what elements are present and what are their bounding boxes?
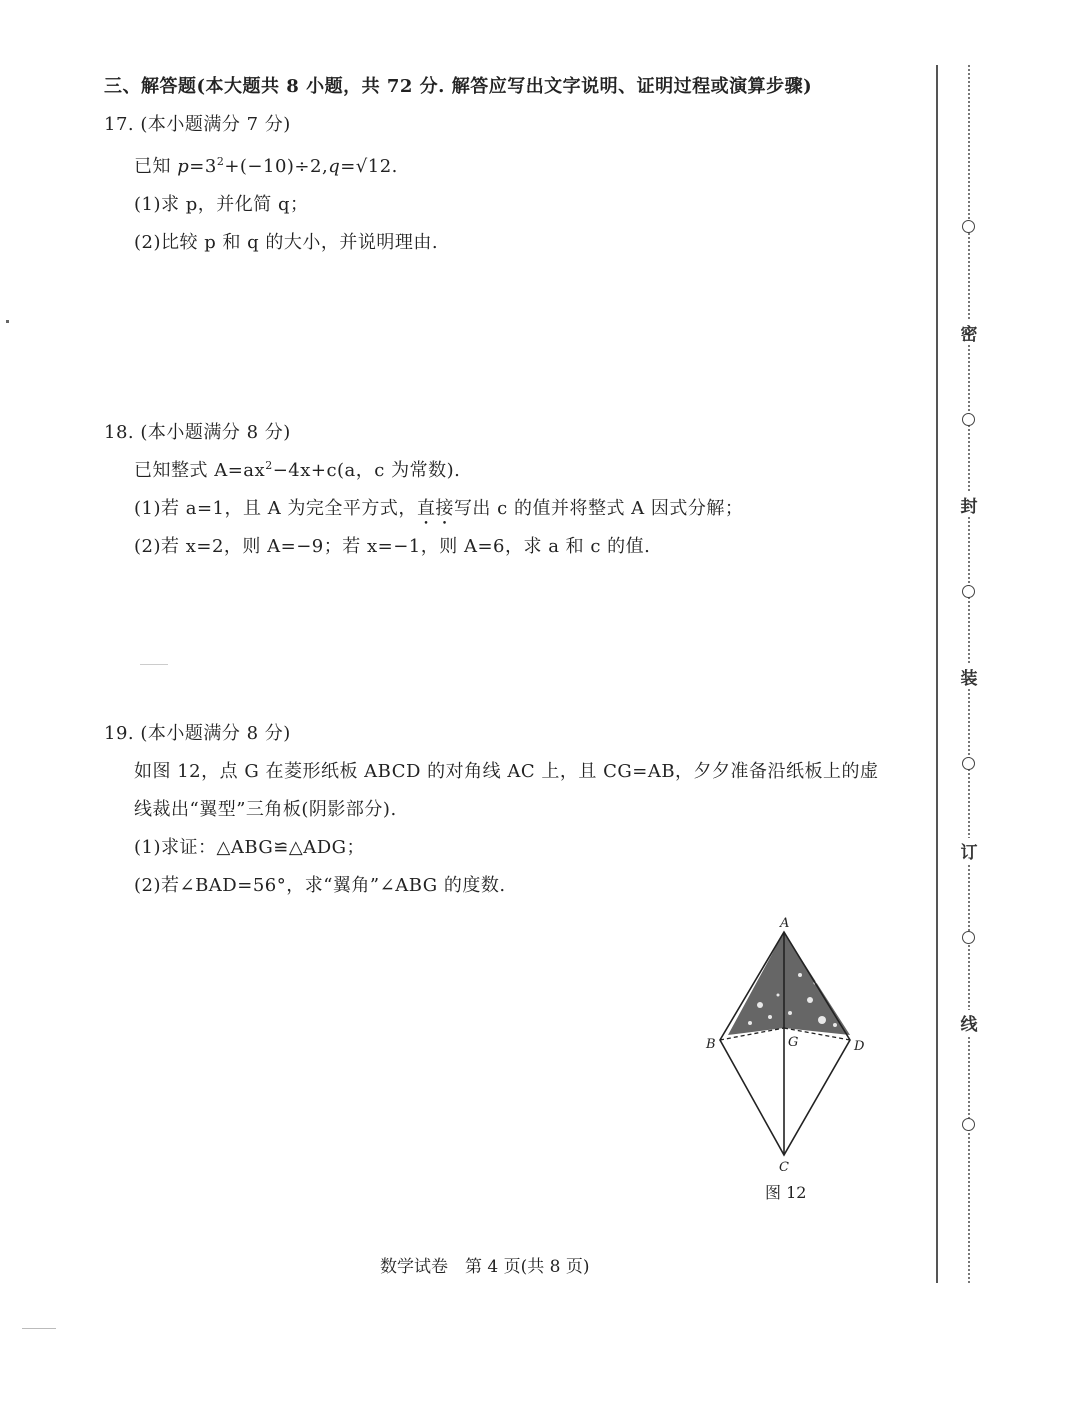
binding-hole [962, 413, 975, 426]
q19-part2: (2)若∠BAD=56°，求“翼角”∠ABG 的度数. [134, 875, 506, 896]
binding-hole [962, 931, 975, 944]
label-d: D [854, 1039, 865, 1054]
q18-given-b: −4x+c(a，c 为常数). [272, 460, 461, 481]
q17-given [134, 152, 398, 178]
page-footer: 数学试卷 第 4 页(共 8 页) [380, 1257, 590, 1277]
q17-given-mid2: +(−10)÷2, [224, 156, 329, 177]
q18-given-a: 已知整式 A=ax [134, 460, 266, 481]
margin-char-xian: 线 [958, 1010, 980, 1035]
q19-part1: (1)求证：△ABG≌△ADG； [134, 837, 366, 858]
section-title: 三、解答题(本大题共 8 小题，共 72 分. 解答应写出文字说明、证明过程或演算步骤) [104, 76, 813, 97]
q19-line2: 线裁出“翼型”三角板(阴影部分). [134, 799, 397, 820]
q17-given-prefix: 已知 [134, 156, 178, 177]
q18-part1 [134, 494, 743, 529]
q18-exponent: 2 [265, 459, 273, 472]
q17-given-mid1: =3 [189, 156, 217, 177]
label-g: G [788, 1035, 799, 1050]
q18-part1-b: 写出 c 的值并将整式 A 因式分解； [453, 498, 744, 519]
q18-given [134, 456, 460, 482]
q19-heading: 19. (本小题满分 8 分) [104, 723, 291, 744]
label-c: C [779, 1160, 789, 1175]
scan-mark [140, 664, 168, 665]
q17-given-mid3: =√12. [340, 156, 398, 177]
rhombus-figure [690, 905, 880, 1180]
binding-hole [962, 220, 975, 233]
figure-caption: 图 12 [765, 1183, 807, 1202]
binding-solid-line [936, 65, 938, 1283]
wing-shade [728, 932, 850, 1035]
q17-part2: (2)比较 p 和 q 的大小，并说明理由. [134, 232, 439, 253]
q17-part1: (1)求 p，并化简 q； [134, 194, 309, 215]
label-b: B [706, 1037, 716, 1052]
q17-heading: 17. (本小题满分 7 分) [104, 114, 291, 135]
binding-hole [962, 1118, 975, 1131]
scan-mark-bottom [22, 1328, 56, 1329]
q17-var-q: q [328, 156, 341, 177]
q18-part2: (2)若 x=2，则 A=−9；若 x=−1，则 A=6，求 a 和 c 的值. [134, 536, 651, 557]
label-a: A [780, 916, 790, 931]
q17-var-p: p [177, 156, 190, 177]
margin-char-mi: 密 [958, 320, 980, 345]
binding-hole [962, 585, 975, 598]
q19-line1: 如图 12，点 G 在菱形纸板 ABCD 的对角线 AC 上，且 CG=AB，夕夕准备沿纸板上的虚 [134, 761, 879, 782]
q18-part1-a: (1)若 a=1，且 A 为完全平方式， [134, 498, 417, 519]
margin-char-ding: 订 [958, 838, 980, 863]
binding-hole [962, 757, 975, 770]
q18-part1-emphasis: 直接 [416, 498, 454, 519]
margin-char-feng: 封 [958, 492, 980, 517]
scan-speck [6, 320, 9, 323]
margin-char-zhuang: 装 [958, 664, 980, 689]
q17-exponent: 2 [216, 155, 225, 168]
q18-heading: 18. (本小题满分 8 分) [104, 422, 291, 443]
